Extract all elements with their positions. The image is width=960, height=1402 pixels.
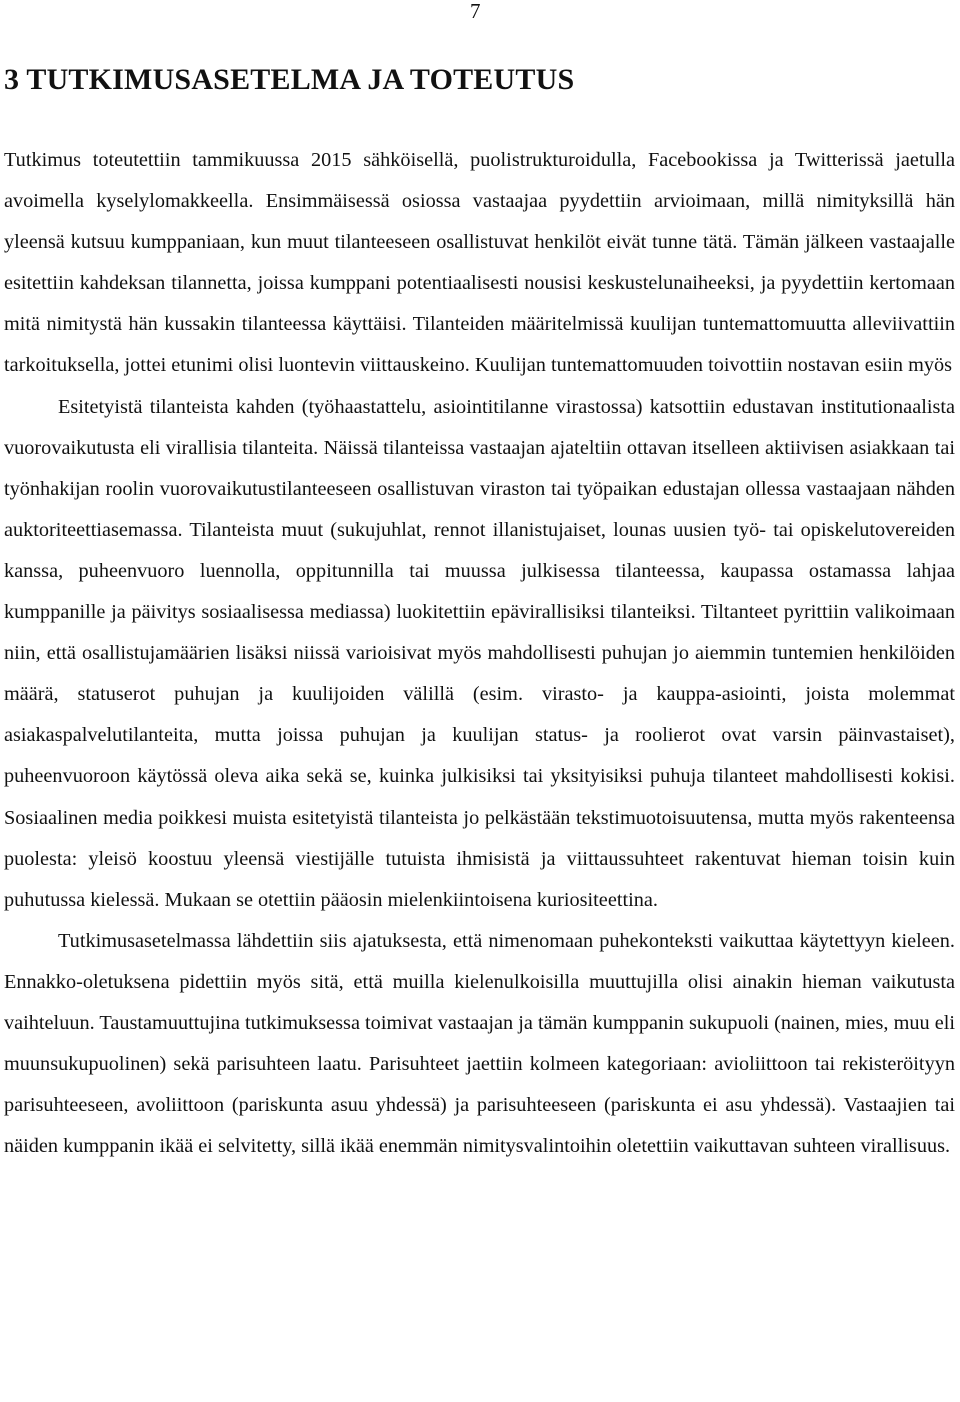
body-text: [4, 140, 955, 1167]
page-number: 7: [470, 0, 481, 23]
page-title: 3 TUTKIMUSASETELMA JA TOTEUTUS: [4, 63, 575, 96]
paragraph-3: Tutkimusasetelmassa lähdettiin siis ajatuksesta, että nimenomaan puhekonteksti vaikuttaa käytettyyn kieleen. Ennakko-oletuksena pidettiin myös sitä, että muilla kielenulkoisilla muuttujilla olisi ainakin hieman vaikutusta vaihteluun. Taustamuuttujina tutkimuksessa toimivat vastaajan ja tämän kumppanin sukupuoli (nainen, mies, muu eli muunsukupuolinen) sekä parisuhteen laatu. Parisuhteet jaettiin kolmeen kategoriaan: avioliittoon tai rekisteröityyn parisuhteeseen, avoliittoon (pariskunta asuu yhdessä) ja parisuhteeseen (pariskunta ei asu yhdessä). Vastaajien tai näiden kumppanin ikää ei selvitetty, sillä ikää enemmän nimitysvalintoihin oletettiin vaikuttavan suhteen virallisuus.: [4, 929, 955, 1158]
paragraph-2: Esitetyistä tilanteista kahden (työhaastattelu, asiointitilanne virastossa) katsottiin edustavan institutionaalista vuorovaikutusta eli virallisia tilanteita. Näissä tilanteissa vastaajan ajateltiin ottavan itselleen aktiivisen asiakkaan tai työnhakijan roolin vuorovaikutustilanteeseen osallistuvan viraston tai työpaikan edustajan ollessa vastaajaan nähden auktoriteettiasemassa. Tilanteista muut (sukujuhlat, rennot illanistujaiset, lounas uusien työ- tai opiskelutovereiden kanssa, puheenvuoro luennolla, oppitunnilla tai muussa julkisessa tilanteessa, kaupassa ostamassa lahjaa kumppanille ja päivitys sosiaalisessa mediassa) luokitettiin epävirallisiksi tilanteiksi. Tiltanteet pyrittiin valikoimaan niin, että osallistujamäärien lisäksi niissä varioisivat myös mahdollisesti puhujan jo aiemmin tuntemien henkilöiden määrä, statuserot puhujan ja kuulijoiden välillä (esim. virasto- ja kauppa-asiointi, joista molemmat asiakaspalvelutilanteita, mutta joissa puhujan ja kuulijan status- ja roolierot ovat varsin päinvastaiset), puheenvuoroon käytössä oleva aika sekä se, kuinka julkisiksi tai yksityisiksi puhuja tilanteet mahdollisesti kokisi. Sosiaalinen media poikkesi muista esitetyistä tilanteista jo pelkästään tekstimuotoisuutensa, mutta myös rakenteensa puolesta: yleisö koostuu yleensä viestijälle tutuista ihmisistä ja viittaussuhteet rakentuvat hieman toisin kuin puhutussa kielessä. Mukaan se otettiin pääosin mielenkiintoisena kuriositeettina.: [4, 395, 955, 911]
paragraph-1: Tutkimus toteutettiin tammikuussa 2015 sähköisellä, puolistrukturoidulla, Facebookissa ja Twitterissä jaetulla avoimella kyselylomakkeella. Ensimmäisessä osiossa vastaajaa pyydettiin arvioimaan, millä nimityksillä hän yleensä kutsuu kumppaniaan, kun muut tilanteeseen osallistuvat henkilöt eivät tunne tätä. Tämän jälkeen vastaajalle esitettiin kahdeksan tilannetta, joissa kumppani potentiaalisesti nousisi keskustelunaiheeksi, ja pyydettiin kertomaan mitä nimitystä hän kussakin tilanteessa käyttäisi. Tilanteiden määritelmissä kuulijan tuntemattomuutta alleviivattiin tarkoituksella, jottei etunimi olisi luontevin viittauskeino. Kuulijan tuntemattomuuden toivottiin nostavan esiin myös: [4, 149, 955, 377]
